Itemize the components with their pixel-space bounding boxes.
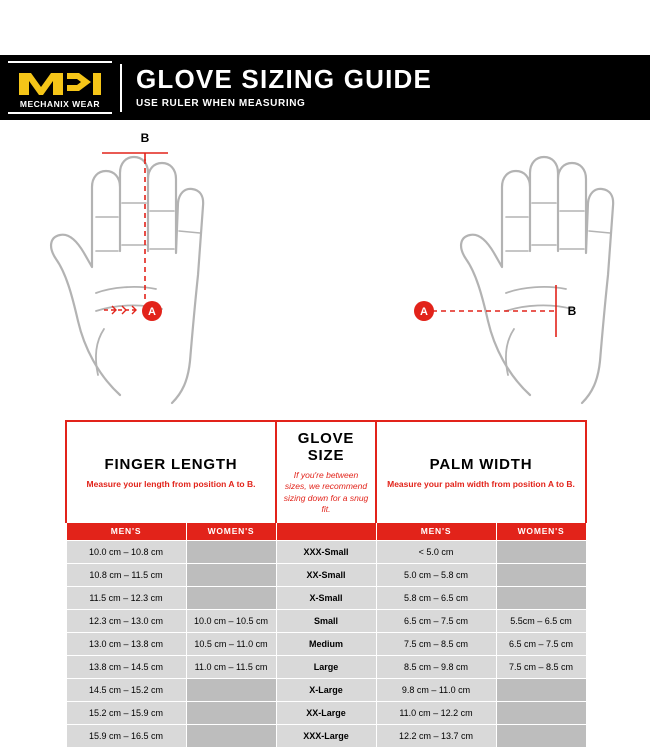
cell-finger-mens: 10.0 cm – 10.8 cm	[66, 540, 186, 563]
left-label-b	[141, 131, 150, 145]
page-title: GLOVE SIZING GUIDE	[136, 64, 433, 95]
cell-palm-womens: 7.5 cm – 8.5 cm	[496, 655, 586, 678]
subheader-glove-size	[276, 522, 376, 540]
cell-palm-mens: 11.0 cm – 12.2 cm	[376, 701, 496, 724]
header-finger-length-desc: Measure your length from position A to B.	[86, 478, 256, 489]
subheader-finger-womens: WOMEN'S	[186, 522, 276, 540]
cell-finger-womens: 10.0 cm – 10.5 cm	[186, 609, 276, 632]
table-header-row	[66, 421, 586, 522]
cell-palm-mens: 9.8 cm – 11.0 cm	[376, 678, 496, 701]
cell-palm-mens: 7.5 cm – 8.5 cm	[376, 632, 496, 655]
header-finger-length	[66, 421, 276, 522]
cell-finger-womens	[186, 540, 276, 563]
table-body	[66, 540, 586, 747]
cell-palm-womens	[496, 678, 586, 701]
subheader-palm-womens: WOMEN'S	[496, 522, 586, 540]
subheader-palm-mens: MEN'S	[376, 522, 496, 540]
right-measure-line	[432, 285, 556, 337]
cell-finger-womens: 10.5 cm – 11.0 cm	[186, 632, 276, 655]
cell-palm-mens: 5.0 cm – 5.8 cm	[376, 563, 496, 586]
cell-glove-size: Medium	[276, 632, 376, 655]
cell-glove-size: X-Small	[276, 586, 376, 609]
cell-finger-womens	[186, 563, 276, 586]
header-glove-size-title: GLOVE SIZE	[297, 430, 355, 464]
left-measure-line	[102, 153, 168, 303]
header-palm-width-desc: Measure your palm width from position A to B.	[387, 478, 575, 489]
header-palm-width-title: PALM WIDTH	[429, 455, 533, 473]
logo-rule-top	[8, 61, 112, 63]
cell-palm-mens: 8.5 cm – 9.8 cm	[376, 655, 496, 678]
right-hand-illustration	[461, 157, 613, 403]
table-row	[66, 540, 586, 563]
cell-finger-womens	[186, 724, 276, 747]
table-row	[66, 701, 586, 724]
header-finger-length-title: FINGER LENGTH	[104, 455, 238, 473]
subheader-finger-mens: MEN'S	[66, 522, 186, 540]
table-row	[66, 724, 586, 747]
cell-glove-size: Large	[276, 655, 376, 678]
hands-diagram	[0, 125, 650, 415]
cell-palm-womens	[496, 586, 586, 609]
cell-palm-womens	[496, 563, 586, 586]
cell-palm-womens	[496, 724, 586, 747]
cell-finger-womens	[186, 586, 276, 609]
cell-palm-mens: < 5.0 cm	[376, 540, 496, 563]
cell-finger-womens: 11.0 cm – 11.5 cm	[186, 655, 276, 678]
right-label-a: A	[420, 306, 428, 318]
cell-finger-mens: 15.2 cm – 15.9 cm	[66, 701, 186, 724]
cell-palm-womens	[496, 701, 586, 724]
table-row	[66, 678, 586, 701]
cell-glove-size: XX-Small	[276, 563, 376, 586]
cell-palm-womens	[496, 540, 586, 563]
cell-glove-size: XX-Large	[276, 701, 376, 724]
cell-palm-mens: 6.5 cm – 7.5 cm	[376, 609, 496, 632]
cell-finger-mens: 12.3 cm – 13.0 cm	[66, 609, 186, 632]
page-subtitle: USE RULER WHEN MEASURING	[136, 97, 306, 109]
table-row	[66, 632, 586, 655]
cell-finger-womens	[186, 701, 276, 724]
cell-glove-size: X-Large	[276, 678, 376, 701]
cell-finger-mens: 15.9 cm – 16.5 cm	[66, 724, 186, 747]
brand-logo	[0, 55, 120, 120]
header-titles	[136, 66, 432, 108]
left-label-a: A	[148, 306, 156, 318]
mechanix-m-icon	[17, 67, 103, 97]
cell-finger-mens: 13.8 cm – 14.5 cm	[66, 655, 186, 678]
size-table	[65, 420, 587, 748]
cell-palm-womens: 6.5 cm – 7.5 cm	[496, 632, 586, 655]
header-glove-size-desc: If you're between sizes, we recommend sizing down for a snug fit.	[283, 470, 369, 515]
header-glove-size	[276, 421, 376, 522]
header-palm-width	[376, 421, 586, 522]
table-row	[66, 655, 586, 678]
svg-text:B: B	[140, 131, 150, 145]
header-divider	[120, 64, 122, 112]
cell-finger-mens: 14.5 cm – 15.2 cm	[66, 678, 186, 701]
table-row	[66, 563, 586, 586]
cell-glove-size: Small	[276, 609, 376, 632]
brand-name: MECHANIX WEAR	[19, 98, 101, 109]
left-hand-illustration	[51, 157, 203, 403]
cell-finger-mens: 10.8 cm – 11.5 cm	[66, 563, 186, 586]
size-table-wrap	[65, 420, 585, 748]
cell-finger-mens: 13.0 cm – 13.8 cm	[66, 632, 186, 655]
cell-glove-size: XXX-Small	[276, 540, 376, 563]
table-subheader-row	[66, 522, 586, 540]
header-bar	[0, 55, 650, 120]
cell-palm-mens: 5.8 cm – 6.5 cm	[376, 586, 496, 609]
cell-finger-womens	[186, 678, 276, 701]
cell-glove-size: XXX-Large	[276, 724, 376, 747]
cell-finger-mens: 11.5 cm – 12.3 cm	[66, 586, 186, 609]
cell-palm-mens: 12.2 cm – 13.7 cm	[376, 724, 496, 747]
table-row	[66, 609, 586, 632]
right-label-b: B	[567, 304, 577, 318]
cell-palm-womens: 5.5cm – 6.5 cm	[496, 609, 586, 632]
table-row	[66, 586, 586, 609]
logo-rule-bottom	[8, 112, 112, 114]
